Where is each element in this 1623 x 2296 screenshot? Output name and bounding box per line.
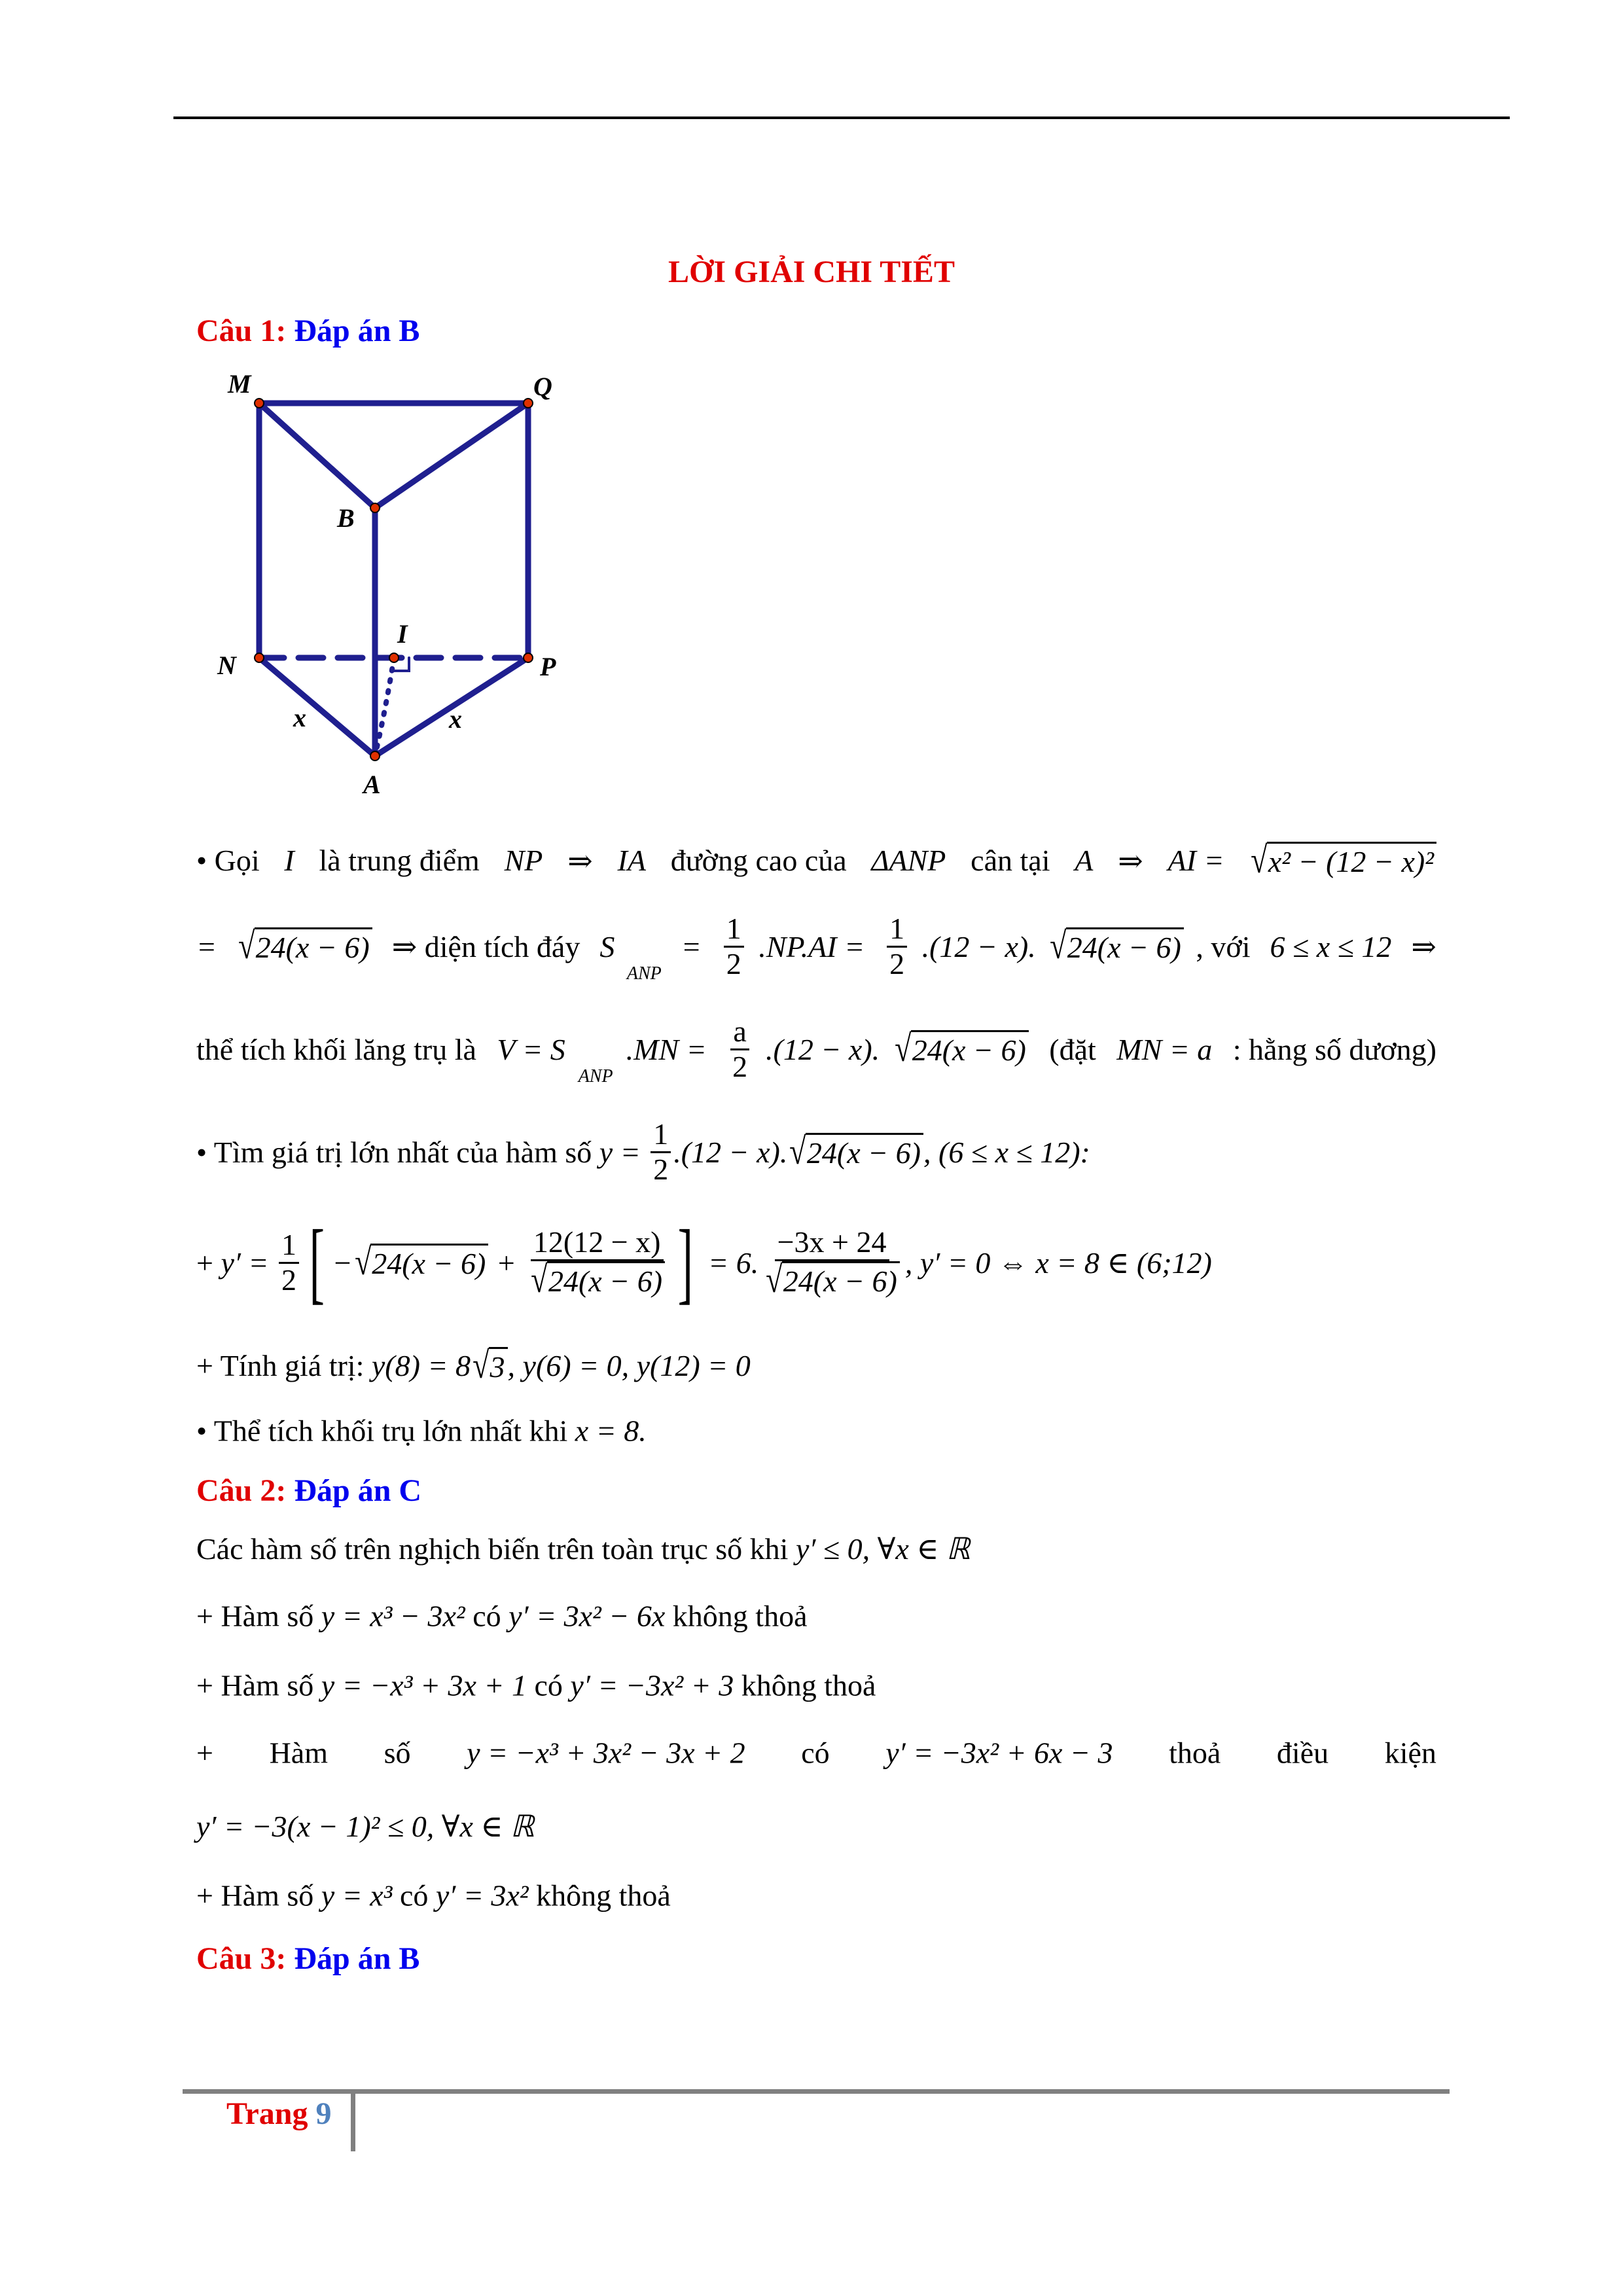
text-line: [196, 1014, 1436, 1087]
text-line: [196, 1599, 808, 1634]
text-line: [196, 1736, 1436, 1770]
text-run: : hằng số dương): [1225, 1032, 1436, 1066]
text-line: [196, 1211, 1212, 1313]
radicand: 24(x − 6): [911, 1030, 1029, 1068]
radical-sign: √: [531, 1259, 548, 1300]
question-3-heading: Câu 3: Đáp án B: [196, 1941, 420, 1976]
text-run: là trung điểm: [312, 844, 488, 878]
denominator: [761, 1261, 902, 1299]
numerator: 12(12 − x): [531, 1226, 664, 1261]
math-run: = 6.: [700, 1246, 759, 1280]
math-run: I: [284, 844, 294, 878]
text-run: có: [801, 1736, 830, 1770]
math-run: y = x³ − 3x²: [321, 1599, 465, 1633]
text-run: không thoả: [665, 1599, 808, 1633]
page-title: LỜI GIẢI CHI TIẾT: [668, 255, 955, 289]
radical-sign: √: [789, 1131, 806, 1173]
denominator: 2: [732, 1049, 748, 1083]
prism-figure: [209, 353, 576, 812]
text-run: + Tính giá trị:: [196, 1349, 372, 1383]
text-line: [196, 1808, 534, 1844]
math-run: S: [599, 929, 615, 963]
subscript: ANP: [626, 963, 662, 984]
math-run: MN = a: [1116, 1032, 1213, 1066]
label-m: M: [228, 369, 251, 399]
radicand: 24(x − 6): [1066, 927, 1184, 965]
numerator: a: [730, 1015, 749, 1050]
math-run: .(12 − x).: [921, 929, 1036, 963]
math-run: y′ = −3x² + 3: [570, 1668, 734, 1702]
math-run: +: [488, 1246, 524, 1280]
square-root: [471, 1347, 508, 1385]
math-run: y = −x³ + 3x² − 3x + 2: [467, 1736, 745, 1770]
radicand: 24(x − 6): [370, 1244, 488, 1282]
math-run: , y(6) = 0, y(12) = 0: [507, 1349, 751, 1383]
text-run: +: [196, 1246, 221, 1280]
radicand: 24(x − 6): [806, 1133, 923, 1171]
denominator: 2: [653, 1152, 669, 1186]
text-run: cân tại: [963, 844, 1058, 878]
fraction: [724, 912, 744, 980]
text-line: [196, 911, 1436, 984]
text-run: • Gọi: [196, 844, 268, 878]
bracket: [: [309, 1211, 325, 1313]
text-line: [196, 1347, 751, 1385]
text-run: ⇒ diện tích đáy: [384, 930, 588, 963]
numerator: 1: [651, 1118, 671, 1153]
fraction: [651, 1118, 671, 1186]
text-run: ⇒: [560, 844, 601, 878]
math-run: V = S: [497, 1032, 565, 1066]
fraction: [887, 912, 907, 980]
square-root: [787, 1133, 923, 1171]
fraction: [279, 1229, 299, 1297]
text-run: ⇒: [1403, 930, 1436, 963]
numerator: −3x + 24: [775, 1226, 889, 1261]
math-run: y′ =: [221, 1246, 276, 1280]
text-run: điều: [1276, 1736, 1329, 1770]
math-run: .MN =: [626, 1032, 715, 1066]
label-a: A: [363, 770, 381, 799]
math-run: A: [1075, 844, 1094, 878]
math-run: .NP.AI =: [758, 929, 872, 963]
text-run: có: [526, 1668, 571, 1702]
text-run: kiện: [1384, 1736, 1436, 1770]
math-run: y′ = −3x² + 6x − 3: [885, 1736, 1113, 1770]
text-run: • Thể tích khối trụ lớn nhất khi: [196, 1414, 575, 1448]
denominator: 2: [889, 946, 905, 980]
page-number: 9: [315, 2096, 332, 2131]
text-run: + Hàm số: [196, 1878, 321, 1912]
header-rule: [173, 117, 1510, 119]
text-run: + Hàm số: [196, 1668, 321, 1702]
radical-sign: √: [473, 1345, 490, 1387]
math-run: .(12 − x).: [673, 1135, 788, 1169]
numerator: 1: [724, 912, 744, 948]
radical-sign: √: [1050, 925, 1067, 967]
math-run: =: [196, 929, 224, 963]
math-run: IA: [617, 844, 646, 878]
math-run: y′ = −3(x − 1)² ≤ 0, ∀x ∈ ℝ: [196, 1810, 535, 1843]
math-run: ΔANP: [871, 844, 946, 878]
denominator: [526, 1261, 668, 1299]
text-run: • Tìm giá trị lớn nhất của hàm số: [196, 1135, 599, 1169]
math-run: =: [673, 929, 709, 963]
denominator: 2: [726, 946, 741, 980]
square-root: [353, 1244, 489, 1282]
edge-na: [259, 658, 375, 756]
square-root: [529, 1261, 665, 1299]
math-run: y =: [599, 1135, 649, 1169]
bracket: ]: [677, 1211, 694, 1313]
label-i: I: [397, 619, 408, 649]
text-line: [196, 1414, 647, 1448]
math-run: y′ = 3x²: [435, 1878, 529, 1912]
edge-mb: [259, 403, 375, 508]
label-p: P: [540, 652, 556, 681]
fraction: [730, 1015, 750, 1083]
text-line: [196, 1531, 970, 1566]
math-run: 6 ≤ x ≤ 12: [1270, 929, 1392, 963]
radicand: 24(x − 6): [547, 1261, 665, 1299]
fraction: [526, 1226, 668, 1299]
math-run: NP: [504, 844, 543, 878]
text-run: không thoả: [734, 1668, 876, 1702]
square-root: [236, 927, 372, 965]
radical-sign: √: [238, 925, 255, 967]
text-line: [196, 1118, 1090, 1186]
page-footer: Trang 9: [226, 2096, 332, 2131]
square-root: [1249, 842, 1436, 880]
footer-rule: [183, 2089, 1450, 2094]
radical-sign: √: [354, 1242, 372, 1283]
radical-sign: √: [1251, 840, 1268, 882]
numerator: 1: [279, 1229, 299, 1264]
math-run: y′ ≤ 0, ∀x ∈ ℝ: [795, 1532, 971, 1566]
text-run: ⇒: [1110, 844, 1151, 878]
math-run: −: [332, 1246, 353, 1280]
text-line: [196, 1668, 876, 1703]
text-run: +: [196, 1736, 213, 1770]
label-b: B: [337, 503, 355, 533]
text-run: thoả: [1169, 1736, 1221, 1770]
math-run: .(12 − x).: [766, 1032, 880, 1066]
radical-sign: √: [895, 1028, 912, 1070]
subscript: ANP: [578, 1066, 613, 1087]
label-n: N: [217, 651, 236, 680]
text-run: đường cao của: [663, 844, 855, 878]
radicand: x² − (12 − x)²: [1267, 842, 1436, 880]
text-line: [196, 1878, 671, 1913]
question-2-heading: Câu 2: Đáp án C: [196, 1473, 422, 1508]
math-run: AI =: [1168, 844, 1232, 878]
edge-qb: [375, 403, 528, 508]
label-x-pa: x: [449, 704, 462, 734]
footer-divider: [351, 2089, 355, 2151]
radicand: 24(x − 6): [782, 1261, 900, 1299]
square-root: [764, 1261, 900, 1299]
numerator: 1: [887, 912, 907, 948]
square-root: [1048, 927, 1184, 965]
math-run: , (6 ≤ x ≤ 12):: [923, 1135, 1090, 1169]
label-x-na: x: [293, 703, 306, 732]
math-run: x = 8.: [575, 1414, 647, 1448]
math-run: y = x³: [321, 1878, 393, 1912]
fraction: [761, 1226, 902, 1299]
square-root: [893, 1030, 1029, 1068]
text-run: không thoả: [528, 1878, 671, 1912]
denominator: 2: [281, 1263, 296, 1297]
text-run: có: [392, 1878, 436, 1912]
text-run: + Hàm số: [196, 1599, 321, 1633]
math-run: , y′ = 0 ⇔ x = 8 ∈ (6;12): [904, 1246, 1212, 1280]
text-run: số: [383, 1736, 411, 1770]
text-run: Các hàm số trên nghịch biến trên toàn trục số khi: [196, 1532, 796, 1566]
text-run: thể tích khối lăng trụ là: [196, 1032, 484, 1066]
math-run: y′ = 3x² − 6x: [508, 1599, 666, 1633]
text-run: có: [465, 1599, 509, 1633]
radical-sign: √: [766, 1259, 783, 1300]
text-run: , với: [1196, 929, 1258, 963]
label-q: Q: [533, 372, 552, 401]
radicand: 3: [489, 1347, 508, 1385]
text-run: (đặt: [1041, 1032, 1104, 1066]
text-run: Hàm: [269, 1736, 328, 1770]
math-run: y = −x³ + 3x + 1: [321, 1668, 527, 1702]
question-1-heading: Câu 1: Đáp án B: [196, 314, 420, 348]
math-run: y(8) = 8: [371, 1349, 471, 1383]
radicand: 24(x − 6): [255, 927, 372, 965]
text-line: [196, 842, 1436, 880]
